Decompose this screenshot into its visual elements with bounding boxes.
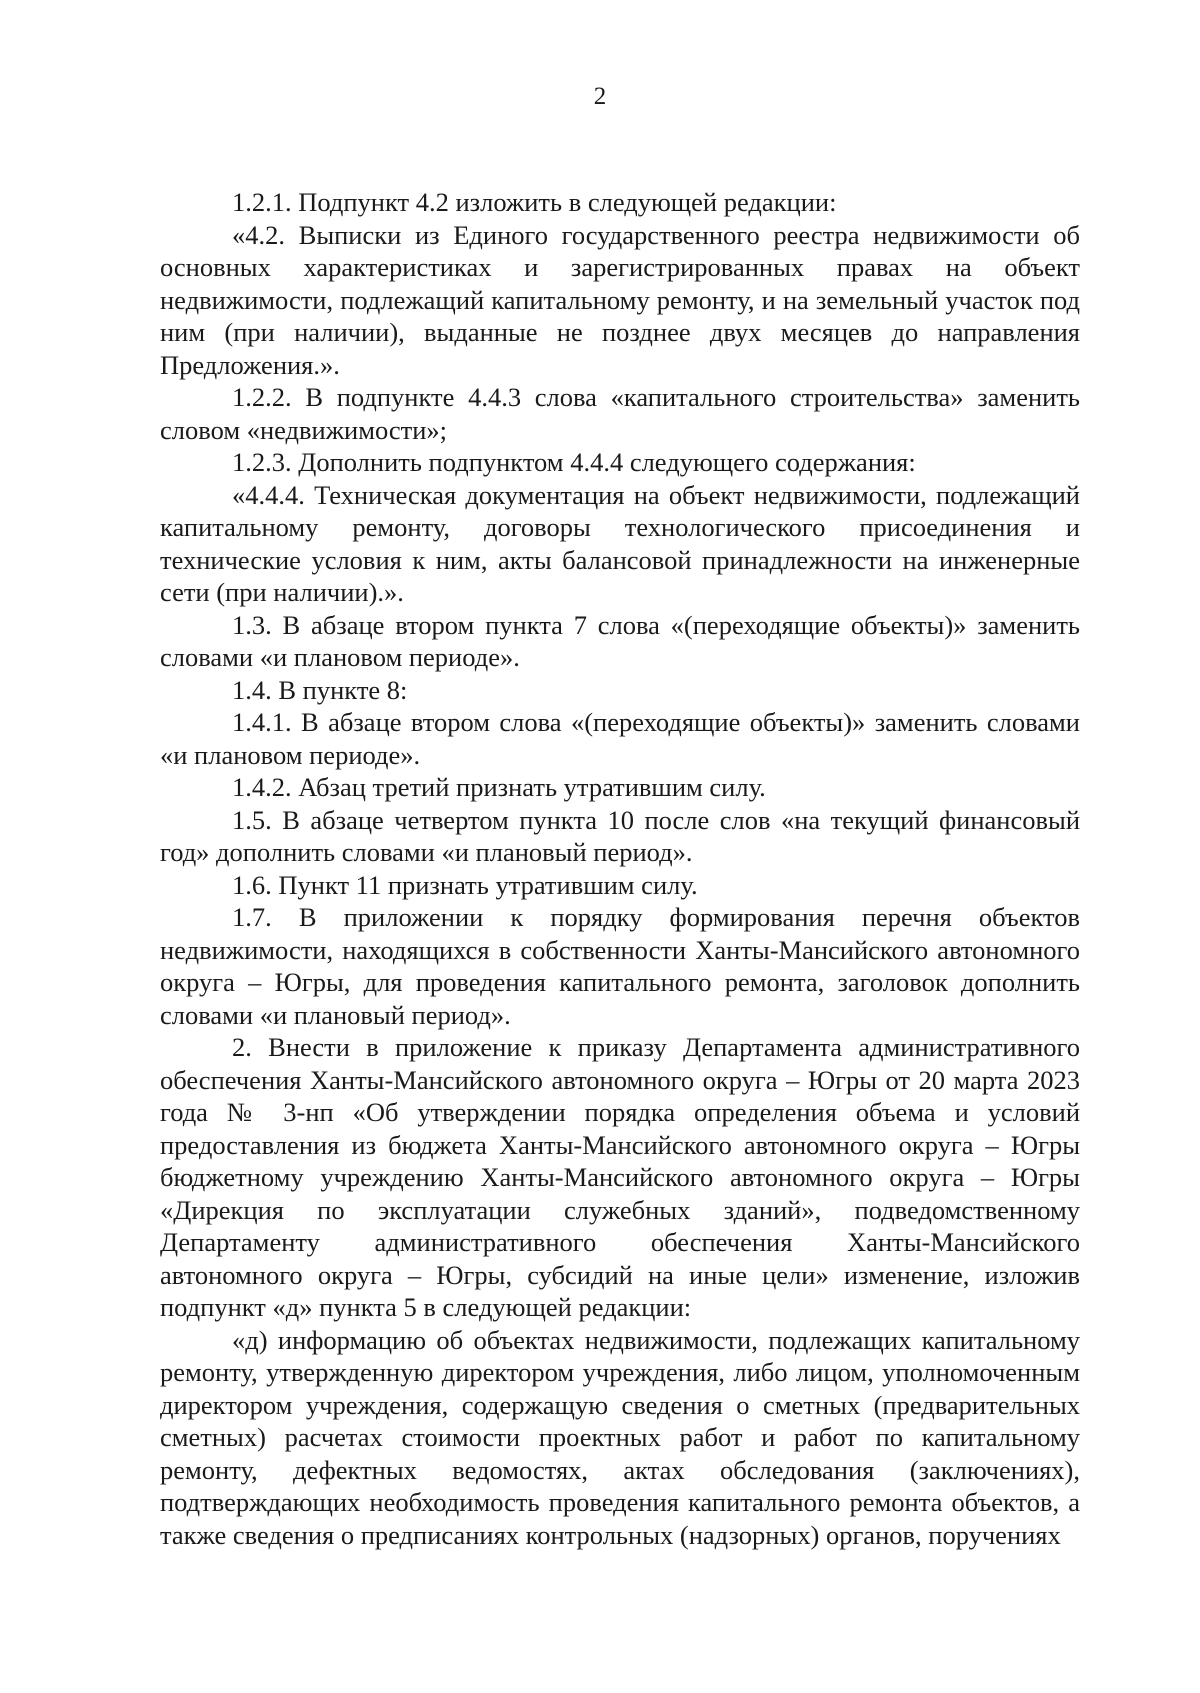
page-number: 2 [593, 83, 607, 110]
paragraph-1-4-2: 1.4.2. Абзац третий признать утратившим силу. [232, 772, 766, 802]
paragraph-quote-4-2: «4.2. Выписки из Единого государственного реестра недвижимости об основных характеристиках и зарегистрированных правах на объект недвижимости, подлежащий капитальному ремонту, и на земельный участок под ним (при наличии), выданные не позднее двух месяцев до направления Предложения.». [160, 219, 1080, 380]
paragraph-1-4-1: 1.4.1. В абзаце втором слова «(переходящие объекты)» заменить словами «и плановом периоде». [160, 707, 1080, 770]
paragraph-1-4: 1.4. В пункте 8: [232, 674, 408, 705]
paragraph-1-6: 1.6. Пункт 11 признать утратившим силу. [232, 869, 698, 900]
paragraph-1-2-1: 1.2.1. Подпункт 4.2 изложить в следующей редакции: [232, 187, 837, 217]
paragraph-quote-4-4-4: «4.4.4. Техническая документация на объект недвижимости, подлежащий капитальному ремонту, договоры технологического присоединения и технические условия к ним, акты балансовой принадлежности на инженерные сети (при наличии).». [160, 479, 1080, 607]
paragraph-2: 2. Внести в приложение к приказу Департамента административного обеспечения Ханты-Мансийского автономного округа – Югры от 20 марта 2023 года № 3-нп «Об утверждении порядка определения объема и условий предоставления из бюджета Ханты-Мансийского автономного округа – Югры бюджетному учреждению Ханты-Мансийского автономного округа – Югры «Дирекция по эксплуатации служебных зданий», подведомственному Департаменту административного обеспечения Ханты-Мансийского автономного округа – Югры, субсидий на иные цели» изменение, изложив подпункт «д» пункта 5 в следующей редакции: [160, 1032, 1080, 1322]
paragraph-1-2-3: 1.2.3. Дополнить подпунктом 4.4.4 следующего содержания: [232, 447, 916, 477]
paragraph-1-5: 1.5. В абзаце четвертом пункта 10 после слов «на текущий финансовый год» дополнить словами «и плановый период». [160, 804, 1080, 867]
paragraph-1-7: 1.7. В приложении к порядку формирования перечня объектов недвижимости, находящихся в собственности Ханты-Мансийского автономного округа – Югры, для проведения капитального ремонта, заголовок дополнить словами «и плановый период». [160, 902, 1080, 1030]
paragraph-1-2-2: 1.2.2. В подпункте 4.4.3 слова «капитального строительства» заменить словом «недвижимости»; [160, 382, 1080, 445]
document-body [160, 186, 1080, 1551]
paragraph-1-3: 1.3. В абзаце втором пункта 7 слова «(переходящие объекты)» заменить словами «и плановом периоде». [160, 609, 1080, 672]
paragraph-quote-d: «д) информацию об объектах недвижимости, подлежащих капитальному ремонту, утвержденную директором учреждения, либо лицом, уполномоченным директором учреждения, содержащую сведения о сметных (предварительных сметных) расчетах стоимости проектных работ и работ по капитальному ремонту, дефектных ведомостях, актах обследования (заключениях), подтверждающих необходимость проведения капитального ремонта объектов, а также сведения о предписаниях контрольных (надзорных) органов, поручениях [160, 1324, 1080, 1550]
